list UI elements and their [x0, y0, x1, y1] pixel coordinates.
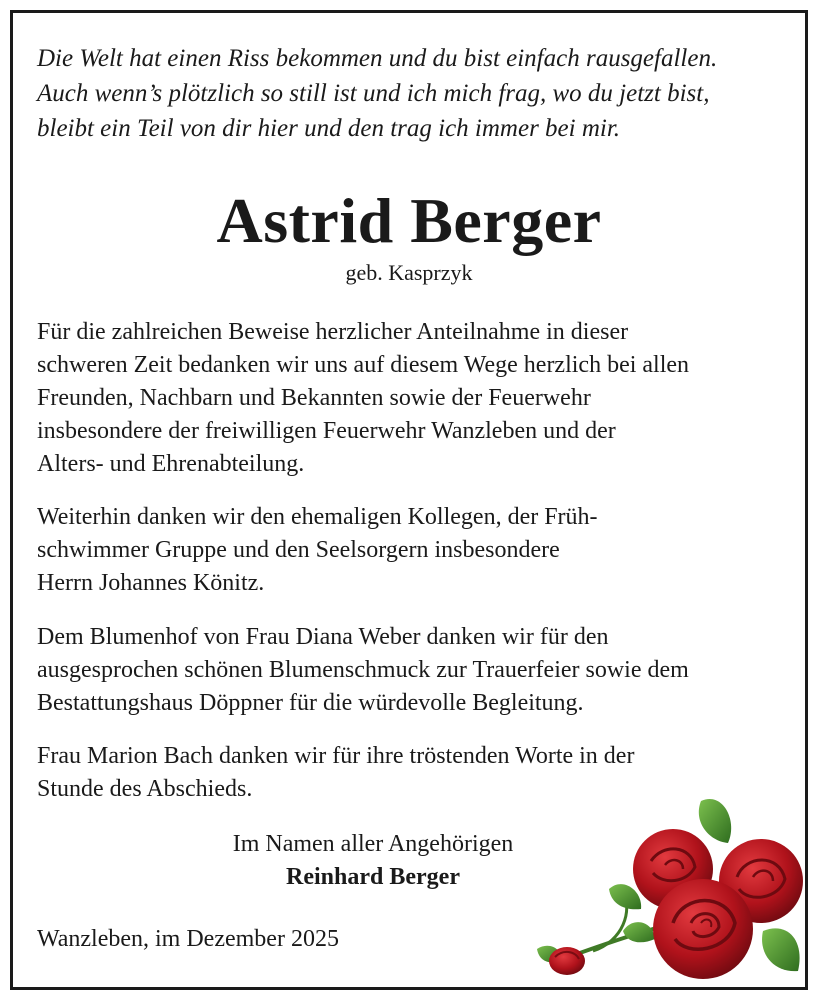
text-line: Bestattungshaus Döppner für die würdevolle Begleitung. [37, 690, 584, 716]
obituary-notice [10, 10, 808, 990]
poem-line: Die Welt hat einen Riss bekommen und du bist einfach rausgefallen. [37, 45, 718, 72]
text-line: Alters- und Ehrenabteilung. [37, 451, 305, 477]
text-line: Dem Blumenhof von Frau Diana Weber danken wir für den [37, 624, 609, 650]
poem-line: bleibt ein Teil von dir hier und den trag ich immer bei mir. [37, 115, 621, 142]
text-line: Für die zahlreichen Beweise herzlicher Anteilnahme in dieser [37, 319, 629, 345]
text-line: insbesondere der freiwilligen Feuerwehr Wanzleben und der [37, 418, 616, 444]
text-line: Herrn Johannes Könitz. [37, 570, 265, 596]
place-date: Wanzleben, im Dezember 2025 [37, 926, 339, 952]
text-line: Frau Marion Bach danken wir für ihre tröstenden Worte in der [37, 743, 635, 769]
birth-name: geb. Kasprzyk [345, 260, 473, 285]
memorial-poem [37, 41, 797, 146]
text-line: schweren Zeit bedanken wir uns auf diesem Wege herzlich bei allen [37, 352, 690, 378]
red-roses-icon [523, 781, 805, 987]
thanks-paragraph [37, 501, 797, 600]
poem-line: Auch wenn’s plötzlich so still ist und ich mich frag, wo du jetzt bist, [37, 80, 710, 107]
text-line: schwimmer Gruppe und den Seelsorgern insbesondere [37, 537, 560, 563]
text-line: Stunde des Abschieds. [37, 776, 253, 802]
thanks-paragraph [37, 621, 797, 720]
signature-line: Im Namen aller Angehörigen [232, 831, 514, 857]
text-line: Freunden, Nachbarn und Bekannten sowie der Feuerwehr [37, 385, 591, 411]
thanks-paragraph [37, 316, 797, 481]
text-line: Weiterhin danken wir den ehemaligen Kollegen, der Früh- [37, 504, 598, 530]
signature-name: Reinhard Berger [286, 864, 460, 890]
text-line: ausgesprochen schönen Blumenschmuck zur Trauerfeier sowie dem [37, 657, 689, 683]
deceased-name: Astrid Berger [216, 185, 602, 256]
